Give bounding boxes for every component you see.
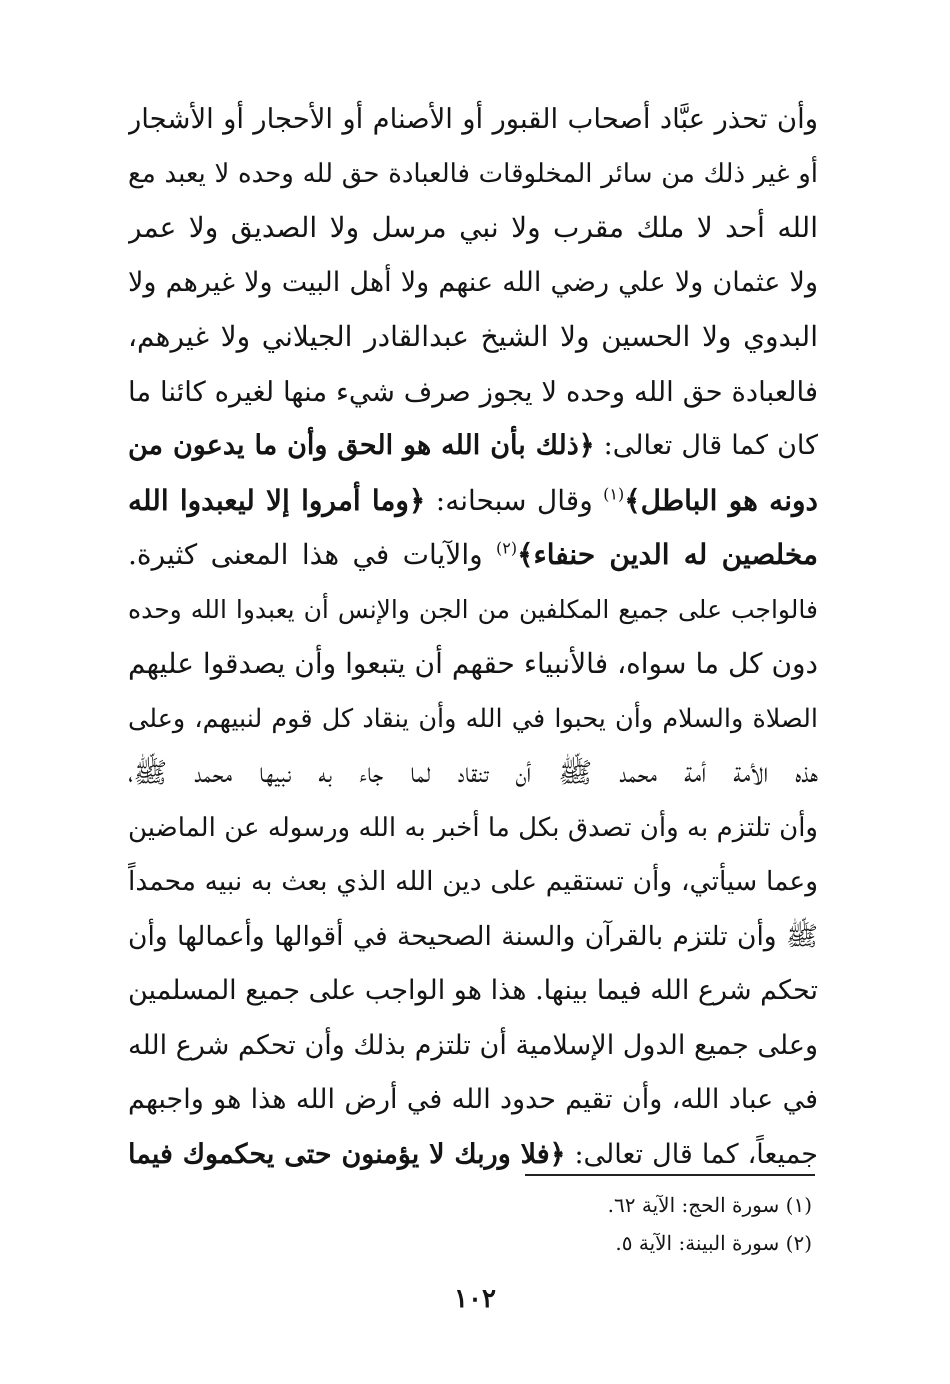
text-line — [128, 855, 818, 910]
text-span: والآيات في هذا المعنى كثيرة. — [128, 538, 497, 571]
text-line — [128, 692, 818, 747]
page-number: ١٠٢ — [454, 1284, 496, 1314]
text-line — [128, 746, 818, 801]
quran-verse: دونه هو الباطل﴾ — [624, 483, 818, 517]
text-line — [128, 310, 818, 365]
text-span: فالواجب على جميع المكلفين من الجن والإنس أن يعبدوا الله وحده — [128, 594, 818, 624]
quran-verse: ﴿فلا وربك لا يؤمنون حتى يحكموك فيما — [128, 1138, 566, 1170]
text-span: كان كما قال تعالى: — [594, 430, 818, 461]
text-span: ولا عثمان ولا علي رضي الله عنهم ولا أهل البيت ولا غيرهم ولا — [128, 266, 818, 298]
text-span: وأن تحذر عبَّاد أصحاب القبور أو الأصنام أو الأحجار أو الأشجار — [128, 103, 818, 135]
text-span: أو غير ذلك من سائر المخلوقات فالعبادة حق لله وحده لا يعبد مع — [128, 158, 818, 189]
text-span: وقال سبحانه: — [425, 483, 604, 517]
text-line — [128, 583, 818, 638]
text-span: البدوي ولا الحسين ولا الشيخ عبدالقادر الجيلاني ولا غيرهم، — [128, 320, 818, 353]
text-span: الصلاة والسلام وأن يحبوا في الله وأن ينقاد كل قوم لنبيهم، وعلى — [128, 703, 818, 734]
text-span: ﷺ وأن تلتزم بالقرآن والسنة الصحيحة في أقوالها وأعمالها وأن — [128, 920, 818, 952]
text-line — [128, 365, 818, 420]
text-line — [128, 801, 818, 856]
footnotes — [392, 1186, 812, 1262]
main-text — [128, 92, 818, 1182]
quran-verse: ﴿ذلك بأن الله هو الحق وأن ما يدعون من — [128, 430, 595, 461]
text-span: تحكم شرع الله فيما بينها. هذا هو الواجب على جميع المسلمين — [128, 975, 818, 1006]
text-line — [128, 528, 818, 583]
text-span: وعما سيأتي، وأن تستقيم على دين الله الذي بعث به نبيه محمداً — [128, 866, 818, 897]
text-line — [128, 910, 818, 965]
footnote-divider — [525, 1174, 815, 1176]
text-line — [128, 419, 818, 474]
text-span: جميعاً، كما قال تعالى: — [565, 1138, 818, 1170]
text-span: الله أحد لا ملك مقرب ولا نبي مرسل ولا الصديق ولا عمر — [128, 211, 818, 244]
text-span: هذه الأمة أمة محمد ﷺ أن تنقاد لما جاء به نبيها محمد ﷺ، — [128, 756, 818, 789]
text-line — [128, 201, 818, 256]
text-span: دون كل ما سواه، فالأنبياء حقهم أن يتبعوا وأن يصدقوا عليهم — [128, 647, 818, 680]
footnote-ref: (١) — [603, 484, 625, 504]
text-span: فالعبادة حق الله وحده لا يجوز صرف شيء منها لغيره كائنا ما — [128, 375, 818, 408]
text-span: في عباد الله، وأن تقيم حدود الله في أرض الله هذا هو واجبهم — [128, 1084, 818, 1115]
text-line — [128, 637, 818, 692]
footnote: (١) سورة الحج: الآية ٦٢. — [607, 1193, 812, 1217]
text-line — [128, 474, 818, 529]
text-line — [128, 256, 818, 311]
quran-verse: ﴿وما أمروا إلا ليعبدوا الله — [128, 483, 426, 517]
quran-verse: مخلصين له الدين حنفاء﴾ — [517, 538, 818, 571]
text-line — [128, 964, 818, 1019]
text-line — [128, 1019, 818, 1074]
footnote-ref: (٢) — [496, 538, 518, 558]
text-span: وعلى جميع الدول الإسلامية أن تلتزم بذلك وأن تحكم شرع الله — [128, 1029, 818, 1061]
text-line — [128, 1073, 818, 1128]
text-line — [128, 147, 818, 202]
footnote: (٢) سورة البينة: الآية ٥. — [615, 1231, 812, 1255]
text-span: وأن تلتزم به وأن تصدق بكل ما أخبر به الله ورسوله عن الماضين — [128, 812, 818, 843]
text-line — [128, 92, 818, 147]
